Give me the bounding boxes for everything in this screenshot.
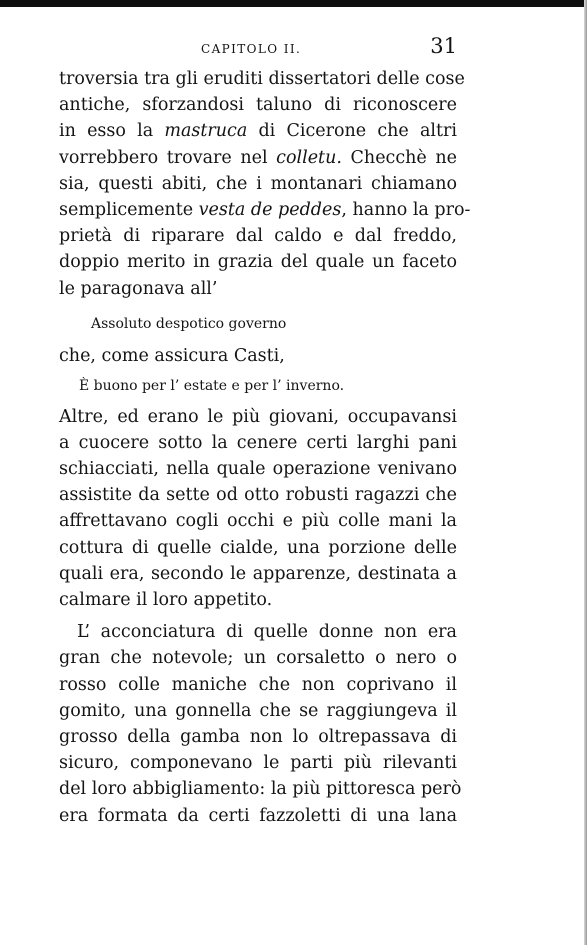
italic-term: colletu. — [276, 147, 342, 168]
running-head — [59, 36, 457, 66]
book-page — [59, 34, 471, 829]
verse-quote: Assoluto despotico governo — [91, 315, 287, 332]
text-line: che, come assicura Casti, — [59, 345, 285, 366]
text-line: grosso della gamba non lo oltrepassava di — [59, 726, 457, 747]
text-line — [59, 145, 457, 171]
text-segment: Checchè ne — [341, 147, 458, 168]
text-line: gran che notevole; un corsaletto o nero o — [59, 648, 457, 669]
text-line — [59, 197, 471, 223]
text-line: quali era, secondo le apparenze, destinata a — [59, 563, 457, 584]
text-line — [59, 118, 457, 144]
page-number: 31 — [430, 34, 457, 58]
text-line: schiacciati, nella quale operazione venivano — [59, 459, 457, 480]
text-line: assistite da sette od otto robusti ragazzi che — [59, 485, 457, 506]
text-segment: vorrebbero trovare nel — [59, 147, 277, 168]
text-line: Altre, ed erano le più giovani, occupavansi — [59, 406, 457, 427]
chapter-title: CAPITOLO II. — [201, 42, 302, 56]
page-top-border — [0, 0, 587, 7]
text-line: rosso colle maniche che non coprivano il — [59, 674, 457, 695]
text-line: gomito, una gonnella che se raggiungeva il — [59, 700, 457, 721]
text-line: prietà di riparare dal caldo e dal freddo, — [59, 226, 457, 247]
text-segment: di Cicerone che altri — [247, 121, 457, 142]
text-segment: , hanno la pro- — [341, 199, 471, 220]
paragraph-3 — [59, 619, 462, 829]
text-line: calmare il loro appetito. — [59, 590, 273, 610]
text-line: affrettavano cogli occhi e più colle mani la — [59, 511, 457, 532]
text-line: le paragonava all’ — [59, 278, 218, 299]
verse-quote: È buono per l’ estate e per l’ inverno. — [79, 377, 345, 394]
text-line: L’ acconciatura di quelle donne non era — [77, 622, 457, 643]
paragraph-1 — [59, 66, 471, 302]
text-line: troversia tra gli eruditi dissertatori delle cose — [59, 69, 465, 89]
text-segment: semplicemente — [59, 199, 199, 220]
text-line: doppio merito in grazia del quale un faceto — [59, 252, 457, 273]
text-line: antiche, sforzandosi taluno di riconoscere — [59, 95, 457, 116]
text-line: del loro abbigliamento: la più pittoresca però — [59, 779, 462, 800]
text-line: era formata da certi fazzoletti di una lana — [59, 805, 457, 826]
italic-term: mastruca — [164, 121, 248, 142]
paragraph-2 — [59, 404, 457, 614]
text-line: sicuro, componevano le parti più rilevanti — [59, 753, 457, 774]
text-segment: in esso la — [59, 121, 165, 142]
italic-term: vesta de peddes — [198, 199, 342, 220]
text-line: a cuocere sotto la cenere certi larghi pani — [59, 432, 457, 453]
text-line: cottura di quelle cialde, una porzione delle — [59, 537, 457, 558]
text-line: sia, questi abiti, che i montanari chiamano — [59, 173, 457, 194]
